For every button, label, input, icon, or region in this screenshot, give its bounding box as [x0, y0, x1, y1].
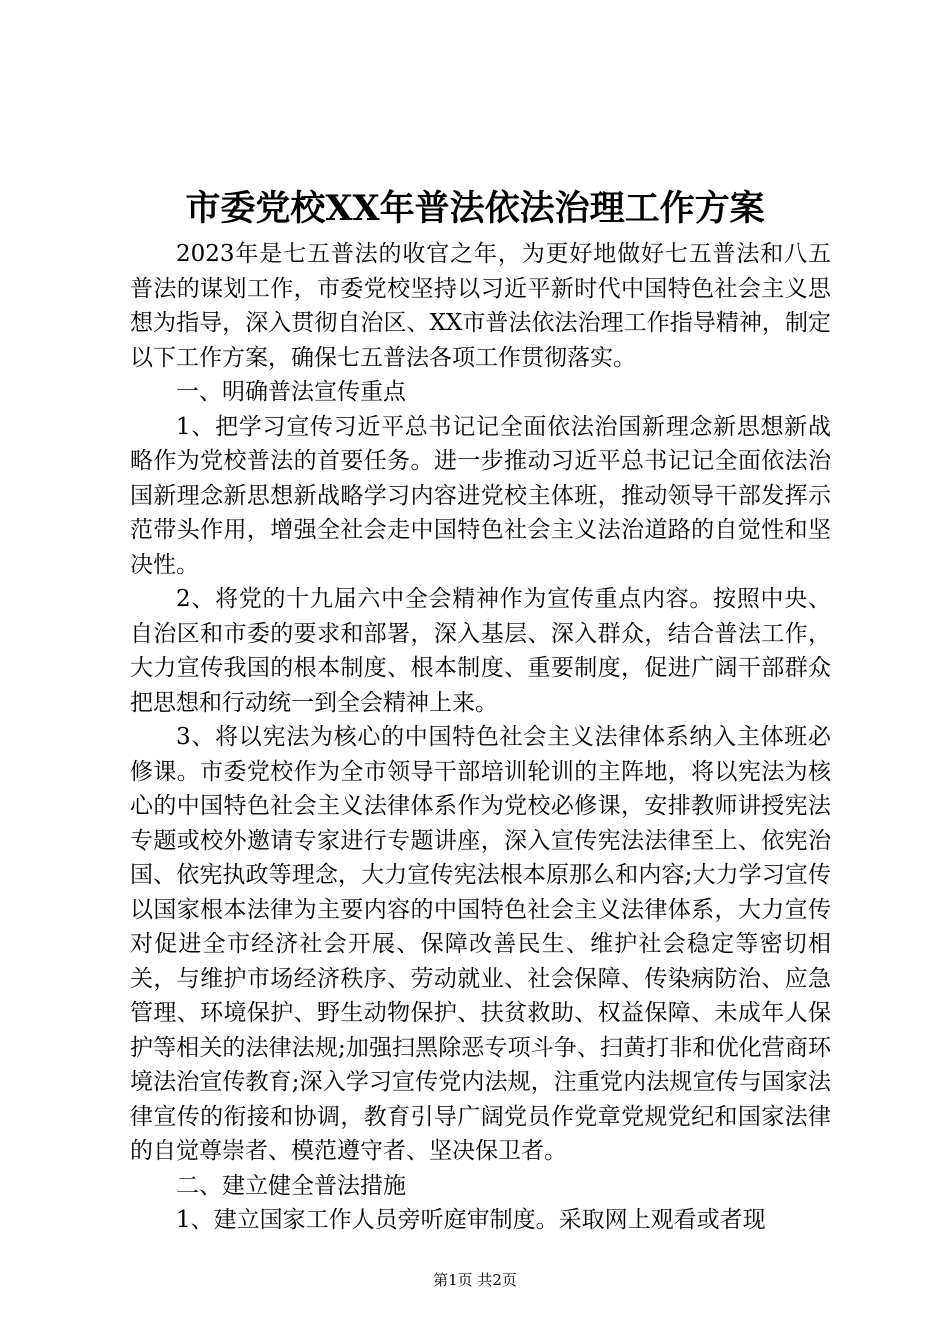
section-1-item-1: 1、把学习宣传习近平总书记记全面依法治国新理念新思想新战略作为党校普法的首要任务。进一步推动习近平总书记记全面依法治国新理念新思想新战略学习内容进党校主体班，推动领导干部发挥示范带头作用，增强全社会走中国特色社会主义法治道路的自觉性和坚决性。 — [130, 413, 831, 578]
section-1-item-3: 3、将以宪法为核心的中国特色社会主义法律体系纳入主体班必修课。市委党校作为全市领导干部培训轮训的主阵地，将以宪法为核心的中国特色社会主义法律体系作为党校必修课，安排教师讲授宪法专题或校外邀请专家进行专题讲座，深入宣传宪法法律至上、依宪治国、依宪执政等理念，大力宣传宪法根本原那么和内容;大力学习宣传以国家根本法律为主要内容的中国特色社会主义法律体系，大力宣传对促进全市经济社会开展、保障改善民生、维护社会稳定等密切相关，与维护市场经济秩序、劳动就业、社会保障、传染病防治、应急管理、环境保护、野生动物保护、扶贫救助、权益保障、未成年人保护等相关的法律法规;加强扫黑除恶专项斗争、扫黄打非和优化营商环境法治宣传教育;深入学习宣传党内法规，注重党内法规宣传与国家法律宣传的衔接和协调，教育引导广阔党员作党章党规党纪和国家法律的自觉尊崇者、模范遵守者、坚决保卫者。 — [130, 724, 831, 1164]
intro-paragraph: 2023年是七五普法的收官之年，为更好地做好七五普法和八五普法的谋划工作，市委党校坚持以习近平新时代中国特色社会主义思想为指导，深入贯彻自治区、XX市普法依法治理工作指导精神，制定以下工作方案，确保七五普法各项工作贯彻落实。 — [130, 241, 831, 371]
section-2-item-1: 1、建立国家工作人员旁听庭审制度。采取网上观看或者现 — [176, 1207, 766, 1233]
page-footer: 第1页 共2页 — [433, 1271, 517, 1289]
document-body — [130, 237, 831, 1238]
section-heading-2: 二、建立健全普法措施 — [176, 1172, 406, 1199]
document-title: 市委党校XX年普法依法治理工作方案 — [185, 188, 765, 229]
section-1-item-2: 2、将党的十九届六中全会精神作为宣传重点内容。按照中央、自治区和市委的要求和部署，深入基层、深入群众，结合普法工作，大力宣传我国的根本制度、根本制度、重要制度，促进广阔干部群众把思想和行动统一到全会精神上来。 — [130, 586, 831, 716]
section-heading-1: 一、明确普法宣传重点 — [176, 379, 406, 405]
